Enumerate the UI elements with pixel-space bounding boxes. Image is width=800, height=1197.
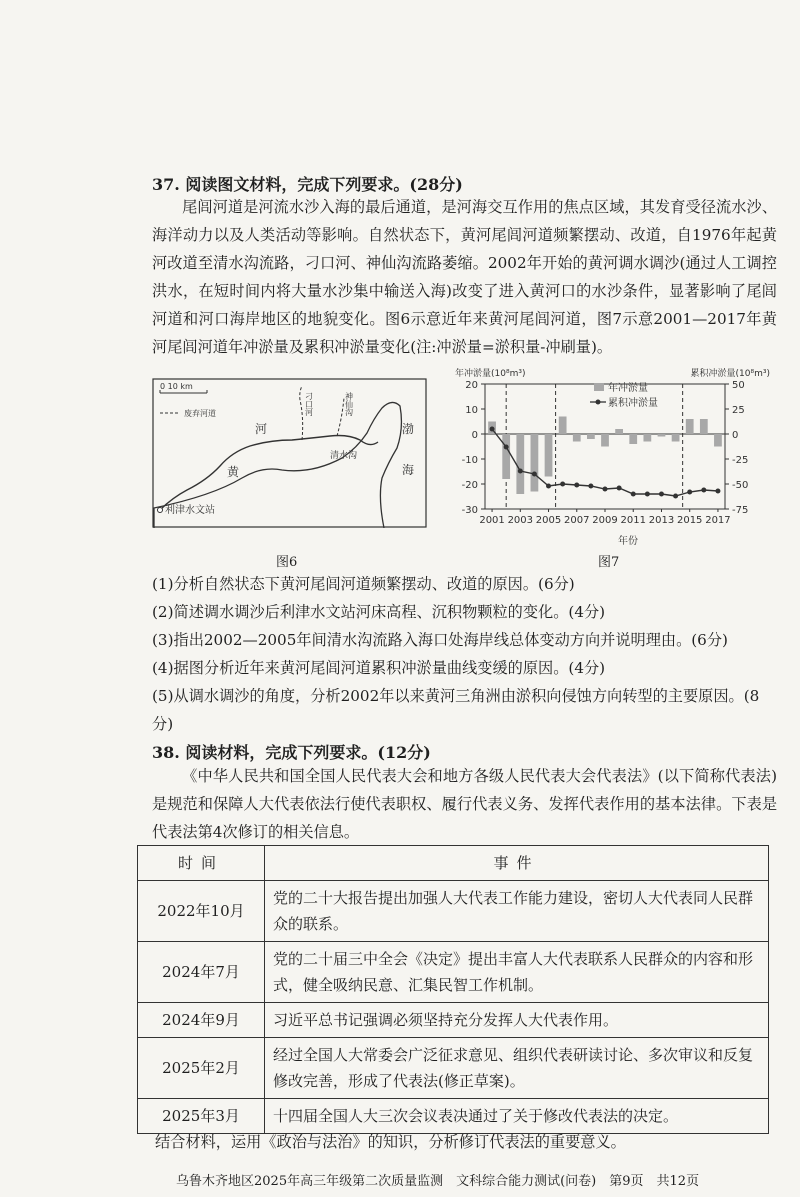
chart-bar xyxy=(502,434,510,479)
chart-cumulative-point xyxy=(560,482,565,487)
figure-7-svg xyxy=(440,362,785,547)
chart-cumulative-point xyxy=(715,489,720,494)
label-bo: 渤 xyxy=(402,422,415,436)
table-row xyxy=(138,942,769,1003)
legend-abandoned-text: 废弃河道 xyxy=(184,409,216,418)
footer-exam: 乌鲁木齐地区2025年高三年级第二次质量监测 文科综合能力测试(问卷) xyxy=(176,1174,597,1189)
chart-left-tick-label: 10 xyxy=(465,405,478,416)
chart-cumulative-point xyxy=(659,492,664,497)
lijin-station-marker xyxy=(158,508,163,513)
chart-x-tick-label: 2011 xyxy=(620,515,646,526)
figure-6-svg xyxy=(152,378,427,528)
q37-item-4: (4)据图分析近年来黄河尾闾河道累积冲淤量曲线变缓的原因。(4分) xyxy=(152,659,606,677)
figure-6-map xyxy=(152,378,427,528)
chart-bar xyxy=(601,434,609,447)
chart-bar xyxy=(615,429,623,434)
chart-cumulative-point xyxy=(574,483,579,488)
table-cell-event: 习近平总书记强调必须坚持充分发挥人大代表作用。 xyxy=(265,1003,769,1038)
chart-right-tick-label: -50 xyxy=(732,480,749,491)
legend-line-marker xyxy=(596,400,601,405)
label-diaokou: 刁口河 xyxy=(304,392,314,416)
table-cell-event: 党的二十届三中全会《决定》提出丰富人大代表联系人民群众的内容和形式，健全吸纳民意、汇集民智工作机制。 xyxy=(265,942,769,1003)
q38-material xyxy=(152,762,777,846)
chart-right-tick-label: 25 xyxy=(732,405,745,416)
q38-heading: 38. 阅读材料，完成下列要求。(12分) xyxy=(152,743,431,762)
chart-bar xyxy=(714,434,722,447)
table-cell-time: 2025年3月 xyxy=(138,1099,265,1134)
chart-cumulative-point xyxy=(588,484,593,489)
table-header-row xyxy=(138,846,769,881)
chart-bar xyxy=(643,434,651,442)
chart-bar xyxy=(531,434,539,492)
table-row xyxy=(138,881,769,942)
table-cell-event: 经过全国人大常委会广泛征求意见、组织代表研读讨论、多次审议和反复修改完善，形成了代表法(修正草案)。 xyxy=(265,1038,769,1099)
q38-material-text: 《中华人民共和国全国人民代表大会和地方各级人民代表大会代表法》(以下简称代表法)是规范和保障人大代表依法行使代表职权、履行代表义务、发挥代表作用的基本法律。下表是代表法第4次修订的相关信息。 xyxy=(152,767,777,841)
shenxian-abandoned-channel xyxy=(337,398,344,436)
chart-legend xyxy=(590,381,658,409)
chart-left-tick-label: 20 xyxy=(465,380,478,391)
chart-cumulative-point xyxy=(645,492,650,497)
table-cell-time: 2025年2月 xyxy=(138,1038,265,1099)
chart-x-tick-label: 2009 xyxy=(592,515,618,526)
table-cell-time: 2024年9月 xyxy=(138,1003,265,1038)
chart-cumulative-point xyxy=(687,490,692,495)
chart-cumulative-point xyxy=(631,492,636,497)
chart-cumulative-point xyxy=(673,494,678,499)
table-row xyxy=(138,1038,769,1099)
chart-cumulative-point xyxy=(518,469,523,474)
chart-left-tick-label: -10 xyxy=(461,455,478,466)
diaokou-abandoned-channel xyxy=(300,386,303,440)
label-qingshuigou: 清水沟 xyxy=(330,451,358,461)
q37-item-1: (1)分析自然状态下黄河尾闾河道频繁摆动、改道的原因。(6分) xyxy=(152,575,575,593)
q37-heading: 37. 阅读图文材料，完成下列要求。(28分) xyxy=(152,175,463,194)
label-shenxian: 神仙沟 xyxy=(344,392,354,416)
chart-bar xyxy=(559,417,567,435)
q38-task: 结合材料，运用《政治与法治》的知识，分析修订代表法的重要意义。 xyxy=(155,1133,626,1151)
legend-bar-label: 年冲淤量 xyxy=(608,383,648,394)
chart-bar xyxy=(686,419,694,434)
chart-bar xyxy=(700,419,708,434)
q38-event-table xyxy=(137,845,769,1134)
chart-x-tick-label: 2013 xyxy=(648,515,675,526)
chart-right-tick-label: -75 xyxy=(732,505,749,516)
chart-bar xyxy=(545,434,553,477)
chart-cumulative-point xyxy=(617,486,622,491)
chart-bar xyxy=(573,434,581,442)
label-he: 河 xyxy=(255,422,268,436)
q37-item-2: (2)简述调水调沙后利津水文站河床高程、沉积物颗粒的变化。(4分) xyxy=(152,603,606,621)
label-hai: 海 xyxy=(402,463,415,477)
chart-cumulative-point xyxy=(603,487,608,492)
q37-material-text: 尾闾河道是河流水沙入海的最后通道，是河海交互作用的焦点区域，其发育受径流水沙、海洋动力以及人类活动等影响。自然状态下，黄河尾闾河道频繁摆动、改道，自1976年起黄河改道至清水沟流路，刁口河、神仙沟流路萎缩。2002年开始的黄河调水调沙(通过人工调控洪水，在短时间内将大量水沙集中输送入海)改变了进入黄河口的水沙条件，显著影响了尾闾河道和河口海岸地区的地貌变化。图6示意近年来黄河尾闾河道，图7示意2001—2017年黄河尾闾河道年冲淤量及累积冲淤量变化(注:冲淤量=淤积量-冲刷量)。 xyxy=(152,198,777,356)
chart-bar xyxy=(516,434,524,494)
chart-bar xyxy=(658,434,666,437)
table-cell-event: 十四届全国人大三次会议表决通过了关于修改代表法的决定。 xyxy=(265,1099,769,1134)
chart-right-tick-label: 0 xyxy=(732,430,739,441)
table-header-time: 时间 xyxy=(138,846,265,881)
footer-exam-title xyxy=(176,1170,699,1189)
q37-item-3: (3)指出2002—2005年间清水沟流路入海口处海岸线总体变动方向并说明理由。(6分) xyxy=(152,631,728,649)
chart-x-tick-label: 2015 xyxy=(676,515,703,526)
table-cell-time: 2024年7月 xyxy=(138,942,265,1003)
chart-cumulative-point xyxy=(504,445,509,450)
scale-text: 0 10 km xyxy=(160,382,193,391)
chart-left-tick-label: -20 xyxy=(461,480,478,491)
chart-left-tick-label: -30 xyxy=(461,505,478,516)
label-station: 利津水文站 xyxy=(165,505,215,516)
figure-7-caption: 图7 xyxy=(598,555,620,570)
legend-line-label: 累积冲淤量 xyxy=(608,398,658,409)
chart-cumulative-point xyxy=(490,427,495,432)
table-cell-time: 2022年10月 xyxy=(138,881,265,942)
table-header-event: 事件 xyxy=(265,846,769,881)
chart-cumulative-point xyxy=(532,472,537,477)
chart-left-tick-label: 0 xyxy=(471,430,478,441)
chart-bar xyxy=(629,434,637,444)
figure-6-caption: 图6 xyxy=(276,555,298,570)
legend-bar-swatch xyxy=(594,383,604,391)
footer-page: 第9页 共12页 xyxy=(609,1174,700,1189)
q37-item-5: (5)从调水调沙的角度，分析2002年以来黄河三角洲由淤积向侵蚀方向转型的主要原因。(8分) xyxy=(152,687,760,733)
table-cell-event: 党的二十大报告提出加强人大代表工作能力建设，密切人大代表同人民群众的联系。 xyxy=(265,881,769,942)
label-huang: 黄 xyxy=(227,465,240,479)
chart-bar xyxy=(587,434,595,439)
chart-cumulative-point xyxy=(701,488,706,493)
chart-left-axis-label: 年冲淤量(10⁸m³) xyxy=(455,369,526,379)
chart-x-tick-label: 2003 xyxy=(507,515,534,526)
figure-7-chart xyxy=(440,362,785,547)
chart-x-tick-label: 2001 xyxy=(479,515,505,526)
table-row xyxy=(138,1003,769,1038)
chart-x-tick-label: 2007 xyxy=(564,515,590,526)
chart-x-tick-label: 2017 xyxy=(705,515,731,526)
chart-x-tick-label: 2005 xyxy=(535,515,562,526)
chart-bar xyxy=(672,434,680,442)
chart-right-tick-label: 50 xyxy=(732,380,745,391)
chart-right-axis-label: 累积冲淤量(10⁸m³) xyxy=(690,369,770,379)
chart-cumulative-point xyxy=(546,484,551,489)
q37-material xyxy=(152,193,777,361)
chart-right-tick-label: -25 xyxy=(732,455,749,466)
chart-x-axis-label: 年份 xyxy=(618,536,638,547)
